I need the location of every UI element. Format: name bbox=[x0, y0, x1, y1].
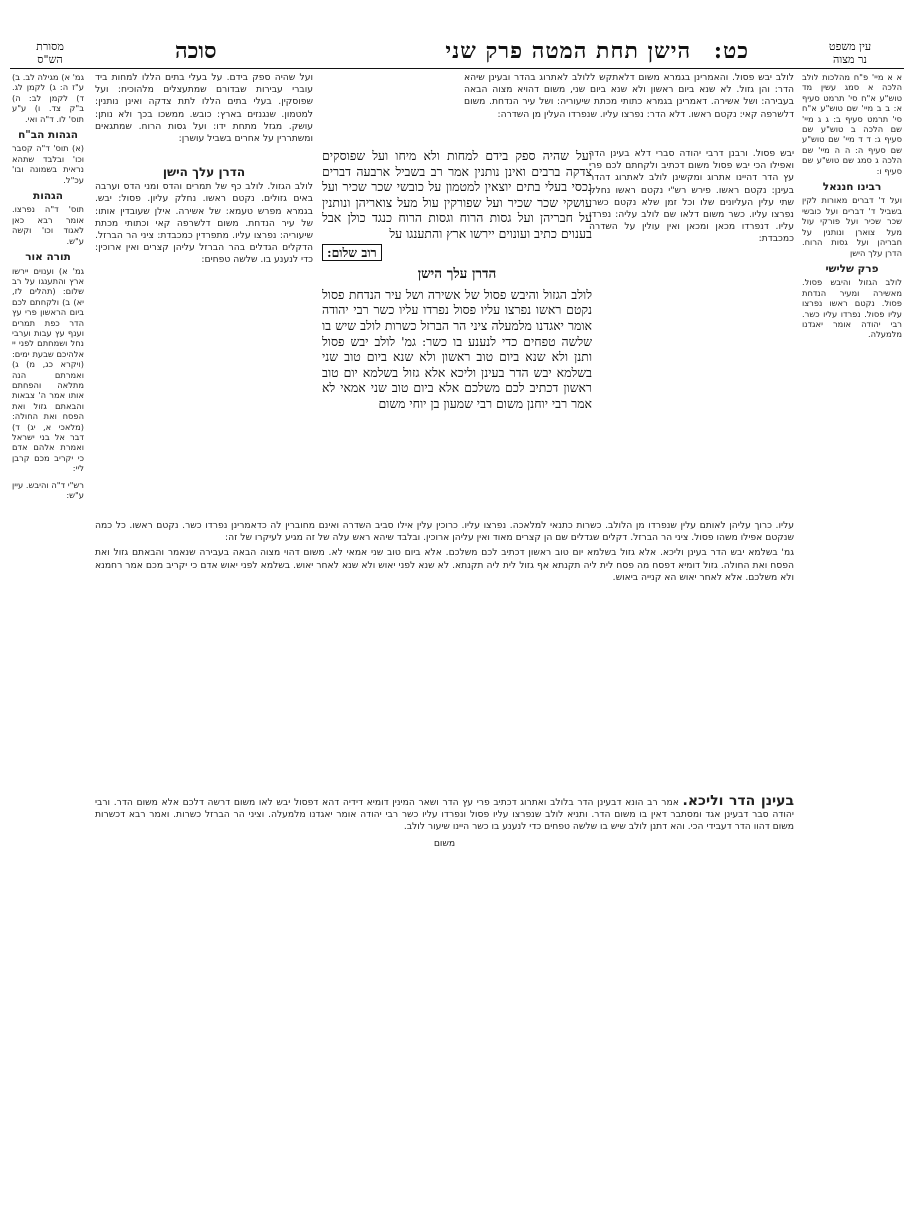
masoret-heading: מסורת הש"ס bbox=[36, 40, 64, 66]
page-header bbox=[55, 38, 859, 68]
tosafot-left-column bbox=[95, 160, 313, 515]
torah-or-text: גמ' א) וענוים יירשו ארץ והתענגו על רב שלום: (תהלים לז, יא) ב) ולקחתם לכם ביום הראשון פרי עץ הדר כפת תמרים וענף עץ עבות וערבי נחל ושמחתם לפני יי אלהיכם שבעת ימים: (ויקרא כג, מ) ג) ואמרתם הנה מתלאה והפחתם אותו אמר ה' צבאות והבאתם גזול ואת הפסח ואת החולה: (מלאכי א, יג) ד) דבר אל בני ישראל ואמרת אלהם אדם כי יקריב מכם קרבן ליי: bbox=[12, 265, 84, 474]
header-divider bbox=[10, 68, 904, 69]
rabbeinu-chananel-title: רבינו חננאל bbox=[822, 181, 882, 194]
torah-or-title: תורה אור bbox=[25, 251, 71, 264]
rashi-right-text: יבש פסול. ורבנן דרבי יהודה סברי דלא בעינן הדר ואפילו הכי יבש פסול משום דכתיב ולקחתם לכם פרי עץ הדר דהיינו אתרוג ומקשינן לולב לאתרוג דהדר בעינן: נקטם ראשו. פירש רש"י נקטם ראשו נחלק שתי עלין העליונים שלו וכל זמן שלא נקטם כשר: נפרצו עליו. כשר משום דלאו שם לולב עליה: נפרדו עליו. דנפרדו מכאן ומכאן ואין עולין על השדרה כמכבדת: bbox=[589, 148, 794, 245]
folio-label: כט: bbox=[713, 38, 749, 64]
chapter-line: הישן תחת המטה פרק שני bbox=[445, 38, 692, 64]
gilyon-text: תוס' ד"ה נפרצו. אומר רבא כאן לאגוד וכו' וקשה ע"ש. bbox=[12, 204, 84, 246]
bottom-lead-words: בעינן הדר וליכא. bbox=[682, 795, 794, 809]
mishnah-text: לולב הגזול והיבש פסול של אשירה ושל עיר הנדחת פסול נקטם ראשו נפרצו עליו פסול נפרדו עליו כשר רבי יהודה אומר יאגדנו מלמעלה ציני הר הברזל כשרות לולב שיש בו שלשה טפחים כדי לנענע בו כשר: גמ' לולב יבש פסול ותנן ולא שנא ביום טוב ראשון ולא שנא ביום טוב שני בשלמא יבש הדר בעינן וליכא אלא גזול בשלמא יום טוב ראשון דכתיב לכם משלכם אלא ביום טוב שני אמאי לא אמר רבי יוחנן משום רבי שמעון בן יוחי משום bbox=[322, 286, 592, 411]
bottom-block-lower bbox=[95, 795, 794, 1025]
bottom-text-3: אמר רב הונא דבעינן הדר בלולב ואתרוג דכתיב פרי עץ הדר ושאר המינין דומיא דידיה דהא דפסול יבש לאו משום דרשה דלכם אלא משום הדר. ורבי יהודה סבר דבעינן אגד ומסתבר דאין בו משום הדר. ותניא לולב שנפרצו עליו פסול ונפרדו עליו כשר רבי יהודה אומר יאגדנו מלמעלה. וציני הר הברזל כשרות. ואמר רבא דכשרות משום דהוו הדר דעבידי הכי. והא דתנן לולב שיש בו שלשה טפחים כדי לנענע בו כשר היינו שיעור לולב. bbox=[95, 797, 794, 833]
tosafot-top-text: ועל שהיה ספק בידם. על בעלי בתים הללו למחות ביד עוברי עבירות שבדורם שמתעצלים מלהוכיח: ועל שפוסקין. בעלי בתים הללו לתת צדקה ואינן נותנין: למטמון. שנגנזים בארץ: כובש. ממשכו בכך ולא נותן: עושק. מגזל מתחת ידו: ועל גסות הרוח. שמתגאים ומשתררין על אחרים בשביל עושרן: bbox=[95, 72, 313, 145]
rashi-note: רש"י ד"ה והיבש. עיין ע"ש: bbox=[12, 479, 84, 501]
ein-mishpat-text: א א מיי' פ"ח מהלכות לולב הלכה א סמג עשין מד טוש"ע א"ח סי' תרמט סעיף א: ב ב מיי' שם טוש"ע א"ח סי' תרמט סעיף ב: ג ג מיי' שם הלכה ב טוש"ע שם סעיף ג: ד ד מיי' שם טוש"ע שם סעיף ה: ה ה מיי' שם הלכה ג סמג שם טוש"ע שם סעיף ו: bbox=[802, 72, 902, 176]
bottom-block-upper bbox=[95, 520, 794, 790]
hagahot-habach-text: (א) תוס' ד"ה קסבר וכו' ובלבד שתהא נראית בשמונה ובו' עכ"ל. bbox=[12, 143, 84, 185]
gemara-main-block bbox=[322, 148, 592, 488]
perek-shlishi-title: פרק שלישי bbox=[825, 262, 879, 275]
hagahot-habach-title: הגהות הב"ח bbox=[18, 129, 78, 142]
rashi-right-column bbox=[589, 148, 794, 508]
hadran-title: הדרן עלך הישן bbox=[417, 266, 497, 283]
gemara-main-text: ועל שהיה ספק בידם למחות ולא מיחו ועל שפוסקים צדקה ברבים ואינן נותנין אמר רב בשביל ארבעה דברים נכסי בעלי בתים יוצאין למטמון על כובשי שכר שכיר ועל עושקי שכר שכיר ועל שפורקין עול מעל צואריהן ונותנין על חבריהן ועל גסות הרוח וגסות הרוח כנגד כולן אבל בענוים כתיב ועונוים יירשו ארץ והתענגו על bbox=[322, 148, 592, 241]
folio-number bbox=[445, 38, 749, 64]
hadran-tag: רוב שלום: bbox=[322, 244, 382, 262]
rabbeinu-chananel-text: ועל ד' דברים מאורות לקין בשביל ד' דברים ועל כובשי שכר שכיר ועל פורקי עול מעל צוארן ונותנין על חבריהן ועל גסות הרוח. הדרן עלך הישן bbox=[802, 195, 902, 258]
bottom-text-1: עליו. כרוך עליהן לאותם עלין שנפרדו מן הלולב. כשרות כתנאי למלאכה. נפרצו עליו. כרוכין עלין אילו סביב השדרה ואינם מחוברין לה כדאמרינן נפרדו כשר. נקטם ראשו. כל כמה שנקטם אפילו משהו פסול. ציני הר הברזל. דקלים שגדלים שם הן קצרים מאוד ואין עליהן ארוכין. ובלבד שיהא ראש עלה של זה מגיע לעיקרו של זה: bbox=[95, 520, 794, 544]
left-margin-column bbox=[12, 72, 84, 1062]
perek-shlishi-text: לולב הגזול והיבש פסול. מאשירה ומעיר הנדחת פסול. נקטם ראשו נפרצו עליו פסול. נפרדו עליו כשר. רבי יהודה אומר יאגדנו מלמעלה. bbox=[802, 277, 902, 340]
bottom-text-2: גמ' בשלמא יבש הדר בעינן וליכא. אלא גזול בשלמא יום טוב ראשון דכתיב לכם משלכם. אלא ביום טוב שני אמאי לא. משום דהוי מצוה הבאה בעבירה שנאמר והבאתם גזול ואת הפסח ואת החולה. גזול דומיא דפסח מה פסח לית ליה תקנתא אף גזול לית ליה תקנתא. לא שנא לפני יאוש ולא שנא לאחר יאוש. בשלמא לפני יאוש אדם כי יקריב מכם אמר רחמנא ולא משלכם. אלא לאחר יאוש הא קנייה ביאוש. bbox=[95, 547, 794, 583]
tosafot-top-block bbox=[95, 72, 313, 154]
ein-mishpat-heading: עין משפט נר מצוה bbox=[828, 40, 872, 66]
rashi-top-block bbox=[464, 72, 794, 142]
masoret-text: גמ' א) מגילה לב. ב) ע"ז ה: ג) לקמן לג. ד) לקמן לב: ה) ב"ק צד. ו) ע"ע תוס' לו. ד"ה ואי. bbox=[12, 72, 84, 124]
bottom-end-word: משום bbox=[433, 837, 456, 849]
right-margin-column bbox=[802, 72, 902, 492]
gilyon-title: הגהות bbox=[33, 190, 63, 203]
rashi-lulav-text: לולב הגזול. לולב כף של תמרים והדס ומני הדס וערבה באים גזולים. נקטם ראשו. נחלק עליון. פסול: יבש. בגמרא מפרש טעמא: של אשירה. אילן שעובדין אותו: של עיר הנדחת. משום דלשרפה קאי וכתותי מכתת שיעוריה: נפרצו עליו. מתפרדין כמכבדת: ציני הר הברזל. הדקלים הגדלים בהר הברזל עליהן קצרים ואין ארוכין: כדי לנענע בו. שלשה טפחים: bbox=[95, 181, 313, 266]
hadran-small-title: הדרן עלך הישן bbox=[162, 165, 246, 179]
rashi-top-text: לולב יבש פסול. והאמרינן בגמרא משום דלאתקש ללולב לאתרוג בהדר ובעינן שיהא הדר: והן גזול. לא שנא ביום ראשון ולא שנא ביום שני, משום דהויא מצוה הבאה בעבירה: ושל אשירה. דאמרינן בגמרא כתותי מכתת שיעוריה: ושל עיר הנדחת. משום דלשרפה קאי: נקטם ראשו. דלא הדר: נפרצו עליו. שנפרדו העלין מן השדרה: bbox=[464, 72, 794, 120]
tractate-name: סוכה bbox=[175, 38, 217, 64]
